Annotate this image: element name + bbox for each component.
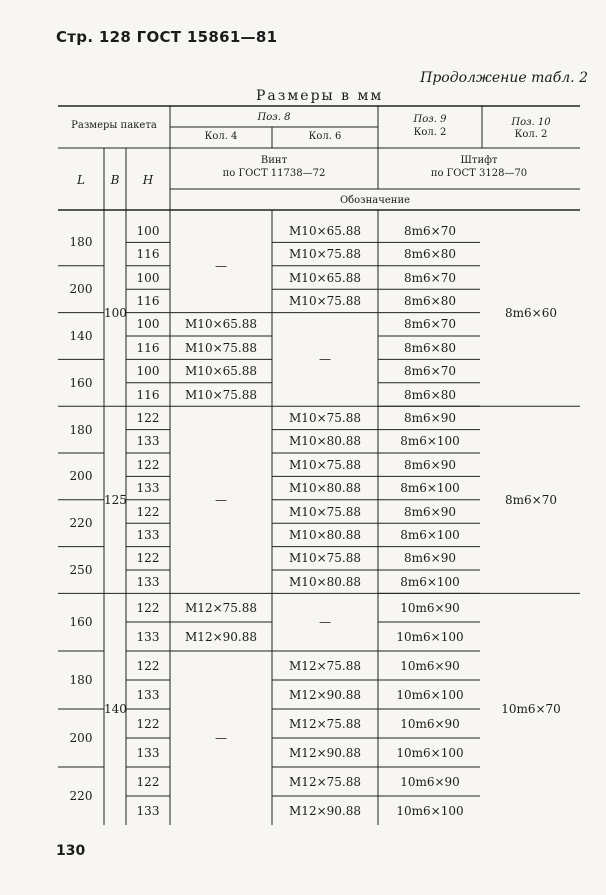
table-cell-pos9: 8m6×80 [404,387,456,402]
header-kol6: Кол. 6 [308,131,342,142]
table-cell-pos9: 8m6×90 [404,410,456,425]
table-cell-pos9: 8m6×90 [404,457,456,472]
table-cell-pos9: 8m6×100 [400,527,460,542]
table-cell-kol4: M10×75.88 [185,340,257,355]
header-shtift-gost: по ГОСТ 3128—70 [430,168,528,179]
page-header: Стр. 128 ГОСТ 15861—81 [56,28,278,46]
table-cell-H: 133 [136,481,160,496]
table-cell-H: 133 [136,687,160,702]
table-cell-pos9: 8m6×70 [404,317,456,332]
header-shtift: Штифт [460,155,498,166]
table-cell-H: 116 [136,247,160,262]
table-cell-dash: — [215,731,227,745]
table-cell-H: 122 [136,658,160,673]
table-cell-kol6: M10×75.88 [289,247,361,262]
table-cell-kol6: M10×65.88 [289,223,361,238]
table-cell-H: 122 [136,551,160,566]
table-cell-pos9: 10m6×100 [396,803,464,818]
header-H: H [142,173,154,187]
table-cell-kol6: M10×80.88 [289,574,361,589]
table-cell-H: 116 [136,387,160,402]
table-cell-pos9: 8m6×80 [404,247,456,262]
table-cell-kol6: M10×75.88 [289,551,361,566]
table-cell-L: 180 [69,673,93,687]
table-cell-kol6: M10×75.88 [289,504,361,519]
table-cell-pos9: 10m6×90 [400,716,460,731]
table-cell-H: 133 [136,745,160,760]
table-cell-pos9: 10m6×100 [396,687,464,702]
table-cell-L: 200 [69,282,93,297]
table-cell-kol6: M10×80.88 [289,434,361,449]
table-cell-kol6: M10×65.88 [289,270,361,285]
table-cell-L: 250 [69,563,93,577]
header-package-size: Размеры пакета [71,120,157,131]
table-cell-pos9: 8m6×70 [404,364,456,379]
table-cell-pos9: 10m6×100 [396,745,464,760]
table-cell-L: 200 [69,469,93,484]
table-cell-pos9: 10m6×100 [396,629,464,644]
table-cell-H: 133 [136,574,160,589]
table-cell-kol6: M10×75.88 [289,293,361,308]
table-cell-L: 140 [69,329,93,343]
table-cell-pos9: 10m6×90 [400,774,460,789]
table-cell-H: 122 [136,410,160,425]
table-cell-dash: — [319,615,331,630]
table-cell-kol4: M10×75.88 [185,387,257,402]
table-cell-L: 160 [69,615,93,630]
header-kol2-a: Кол. 2 [413,127,447,138]
table-cell-kol4: M12×75.88 [185,600,257,615]
table-cell-L: 220 [69,516,93,531]
table-cell-kol6: M10×75.88 [289,457,361,472]
table-cell-pos9: 10m6×90 [400,658,460,673]
table-cell-H: 100 [136,364,160,379]
table-cell-H: 122 [136,774,160,789]
table-cell-dash: — [215,258,227,273]
table-cell-B: 140 [104,702,127,717]
table-cell-pos9: 8m6×90 [404,551,456,566]
table-cell-H: 100 [136,223,160,238]
header-oboznachenie: Обозначение [339,195,411,206]
table-cell-kol6: M12×90.88 [289,687,361,702]
table-cell-L: 200 [69,731,93,745]
header-kol4: Кол. 4 [204,131,238,142]
header-B: B [110,173,120,187]
table-cell-kol6: M12×75.88 [289,716,361,731]
table-cell-pos10: 8m6×70 [505,492,557,507]
header-pos8: Поз. 8 [257,112,291,123]
header-L: L [77,173,85,187]
table-cell-kol6: M12×90.88 [289,745,361,760]
table-cell-B: 125 [104,492,127,507]
header-pos9: Поз. 9 [413,114,447,125]
table-cell-dash: — [319,352,331,367]
table-cell-H: 122 [136,457,160,472]
table-cell-pos9: 8m6×80 [404,293,456,308]
page-number: 130 [56,843,86,859]
table-cell-pos9: 8m6×100 [400,434,460,449]
table-cell-H: 122 [136,716,160,731]
table-cell-L: 180 [69,235,93,250]
table-cell-pos10: 10m6×70 [501,702,561,717]
table-cell-pos9: 8m6×100 [400,481,460,496]
table-cell-pos9: 8m6×80 [404,340,456,355]
header-kol2-b: Кол. 2 [514,129,548,140]
header-pos10: Поз. 10 [511,117,551,128]
table-cell-kol4: M12×90.88 [185,629,257,644]
table-cell-H: 116 [136,340,160,355]
table-cell-kol6: M12×75.88 [289,658,361,673]
table-cell-kol4: M10×65.88 [185,364,257,379]
table-cell-kol4: M10×65.88 [185,317,257,332]
table-cell-pos10: 8m6×60 [505,305,557,320]
table-cell-H: 133 [136,527,160,542]
header-vint: Винт [260,155,288,166]
table-cell-pos9: 10m6×90 [400,600,460,615]
table-cell-pos9: 8m6×70 [404,223,456,238]
table-cell-H: 122 [136,504,160,519]
table-cell-B: 100 [104,305,127,320]
table-cell-H: 133 [136,803,160,818]
table-cell-L: 180 [69,422,93,437]
header-vint-gost: по ГОСТ 11738—72 [222,168,326,179]
table-cell-kol6: M10×75.88 [289,410,361,425]
table-cell-kol6: M12×75.88 [289,774,361,789]
table-cell-H: 100 [136,270,160,285]
table-cell-H: 116 [136,293,160,308]
table-cell-pos9: 8m6×100 [400,574,460,589]
table-cell-H: 122 [136,600,160,615]
table-cell-kol6: M12×90.88 [289,803,361,818]
table-cell-L: 160 [69,375,93,390]
table-cell-pos9: 8m6×70 [404,270,456,285]
table-cell-L: 220 [69,789,93,803]
continuation-label: Продолжение табл. 2 [420,70,588,86]
table-cell-H: 100 [136,317,160,332]
units-label: Размеры в мм [256,88,384,104]
table-cell-kol6: M10×80.88 [289,481,361,496]
table-cell-pos9: 8m6×90 [404,504,456,519]
table-cell-dash: — [215,492,227,507]
table-cell-kol6: M10×80.88 [289,527,361,542]
table-cell-H: 133 [136,434,160,449]
table-cell-H: 133 [136,629,160,644]
